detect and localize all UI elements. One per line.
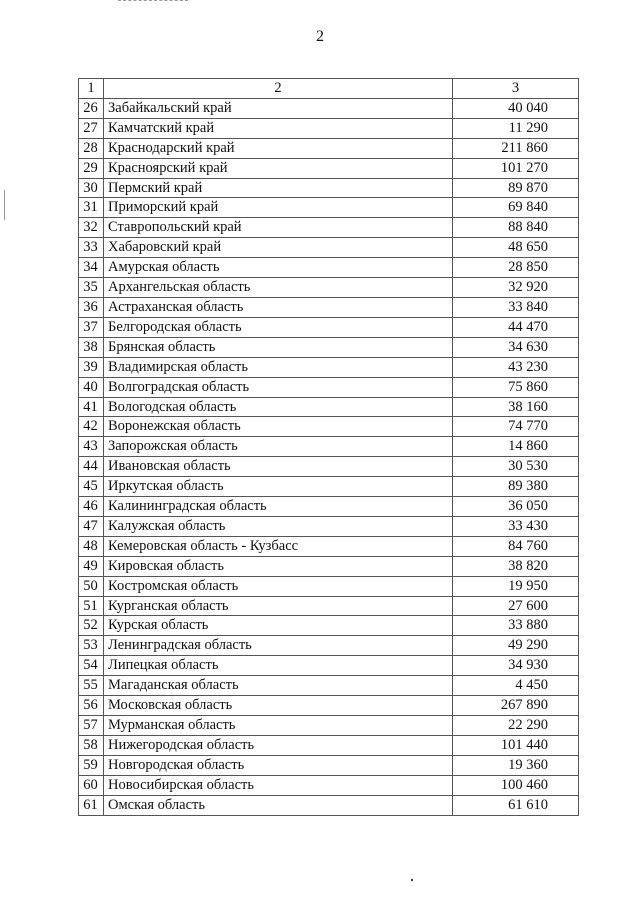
table-row xyxy=(79,616,579,636)
table-row xyxy=(79,158,579,178)
row-number: 37 xyxy=(79,317,104,337)
region-name: Хабаровский край xyxy=(104,238,453,258)
region-value: 69 840 xyxy=(453,198,579,218)
region-value: 74 770 xyxy=(453,417,579,437)
row-number: 57 xyxy=(79,716,104,736)
region-value: 38 160 xyxy=(453,397,579,417)
row-number: 61 xyxy=(79,795,104,815)
table-row xyxy=(79,357,579,377)
region-value: 33 430 xyxy=(453,516,579,536)
row-number: 52 xyxy=(79,616,104,636)
region-name: Камчатский край xyxy=(104,118,453,138)
row-number: 27 xyxy=(79,118,104,138)
column-header: 1 xyxy=(79,79,104,99)
region-value: 4 450 xyxy=(453,676,579,696)
row-number: 33 xyxy=(79,238,104,258)
table-row xyxy=(79,377,579,397)
table-row xyxy=(79,457,579,477)
table-row xyxy=(79,795,579,815)
row-number: 38 xyxy=(79,337,104,357)
scan-artifact-dot xyxy=(411,879,413,881)
column-header: 2 xyxy=(104,79,453,99)
region-name: Приморский край xyxy=(104,198,453,218)
data-table xyxy=(78,78,579,816)
table-row xyxy=(79,477,579,497)
table-row xyxy=(79,576,579,596)
row-number: 42 xyxy=(79,417,104,437)
region-name: Нижегородская область xyxy=(104,735,453,755)
region-name: Волгоградская область xyxy=(104,377,453,397)
row-number: 32 xyxy=(79,218,104,238)
table-row xyxy=(79,536,579,556)
region-name: Курганская область xyxy=(104,596,453,616)
row-number: 26 xyxy=(79,98,104,118)
row-number: 53 xyxy=(79,636,104,656)
region-value: 19 950 xyxy=(453,576,579,596)
region-name: Ставропольский край xyxy=(104,218,453,238)
row-number: 60 xyxy=(79,775,104,795)
table-row xyxy=(79,317,579,337)
table-row xyxy=(79,98,579,118)
region-name: Забайкальский край xyxy=(104,98,453,118)
region-name: Новосибирская область xyxy=(104,775,453,795)
region-value: 33 840 xyxy=(453,297,579,317)
table-row xyxy=(79,198,579,218)
region-name: Воронежская область xyxy=(104,417,453,437)
region-name: Калужская область xyxy=(104,516,453,536)
table-row xyxy=(79,118,579,138)
row-number: 28 xyxy=(79,138,104,158)
region-name: Омская область xyxy=(104,795,453,815)
region-name: Новгородская область xyxy=(104,755,453,775)
region-name: Иркутская область xyxy=(104,477,453,497)
table-row xyxy=(79,238,579,258)
region-name: Астраханская область xyxy=(104,297,453,317)
region-value: 19 360 xyxy=(453,755,579,775)
row-number: 34 xyxy=(79,258,104,278)
region-value: 101 270 xyxy=(453,158,579,178)
row-number: 41 xyxy=(79,397,104,417)
row-number: 44 xyxy=(79,457,104,477)
scan-artifact-mark xyxy=(4,190,5,220)
region-name: Архангельская область xyxy=(104,278,453,298)
table-row xyxy=(79,337,579,357)
region-name: Костромская область xyxy=(104,576,453,596)
region-name: Мурманская область xyxy=(104,716,453,736)
region-name: Брянская область xyxy=(104,337,453,357)
column-header: 3 xyxy=(453,79,579,99)
region-name: Владимирская область xyxy=(104,357,453,377)
table-row xyxy=(79,775,579,795)
table-row xyxy=(79,178,579,198)
region-value: 89 380 xyxy=(453,477,579,497)
table-row xyxy=(79,417,579,437)
row-number: 31 xyxy=(79,198,104,218)
region-value: 61 610 xyxy=(453,795,579,815)
table-row xyxy=(79,278,579,298)
table-row xyxy=(79,258,579,278)
region-value: 88 840 xyxy=(453,218,579,238)
row-number: 46 xyxy=(79,497,104,517)
table-row xyxy=(79,218,579,238)
region-name: Липецкая область xyxy=(104,656,453,676)
region-name: Красноярский край xyxy=(104,158,453,178)
row-number: 36 xyxy=(79,297,104,317)
region-value: 84 760 xyxy=(453,536,579,556)
region-name: Краснодарский край xyxy=(104,138,453,158)
region-name: Пермский край xyxy=(104,178,453,198)
region-name: Курская область xyxy=(104,616,453,636)
table-row xyxy=(79,696,579,716)
table-row xyxy=(79,596,579,616)
row-number: 58 xyxy=(79,735,104,755)
region-value: 34 630 xyxy=(453,337,579,357)
table-row xyxy=(79,716,579,736)
table-row xyxy=(79,735,579,755)
row-number: 29 xyxy=(79,158,104,178)
row-number: 55 xyxy=(79,676,104,696)
table-row xyxy=(79,556,579,576)
region-value: 40 040 xyxy=(453,98,579,118)
region-name: Кировская область xyxy=(104,556,453,576)
region-value: 101 440 xyxy=(453,735,579,755)
row-number: 50 xyxy=(79,576,104,596)
row-number: 54 xyxy=(79,656,104,676)
region-value: 36 050 xyxy=(453,497,579,517)
region-value: 28 850 xyxy=(453,258,579,278)
row-number: 40 xyxy=(79,377,104,397)
region-value: 89 870 xyxy=(453,178,579,198)
table-row xyxy=(79,397,579,417)
row-number: 48 xyxy=(79,536,104,556)
region-value: 267 890 xyxy=(453,696,579,716)
region-value: 75 860 xyxy=(453,377,579,397)
table-row xyxy=(79,497,579,517)
region-name: Кемеровская область - Кузбасс xyxy=(104,536,453,556)
region-name: Ленинградская область xyxy=(104,636,453,656)
row-number: 45 xyxy=(79,477,104,497)
region-name: Московская область xyxy=(104,696,453,716)
scan-artifact-line xyxy=(118,0,188,1)
region-value: 38 820 xyxy=(453,556,579,576)
region-value: 44 470 xyxy=(453,317,579,337)
region-value: 33 880 xyxy=(453,616,579,636)
row-number: 59 xyxy=(79,755,104,775)
region-value: 27 600 xyxy=(453,596,579,616)
region-value: 48 650 xyxy=(453,238,579,258)
region-value: 22 290 xyxy=(453,716,579,736)
region-value: 43 230 xyxy=(453,357,579,377)
region-value: 11 290 xyxy=(453,118,579,138)
table-row xyxy=(79,755,579,775)
region-value: 211 860 xyxy=(453,138,579,158)
row-number: 39 xyxy=(79,357,104,377)
table-header-row xyxy=(79,79,579,99)
table-row xyxy=(79,437,579,457)
row-number: 56 xyxy=(79,696,104,716)
region-value: 14 860 xyxy=(453,437,579,457)
table-row xyxy=(79,656,579,676)
table-row xyxy=(79,636,579,656)
region-name: Калининградская область xyxy=(104,497,453,517)
table-row xyxy=(79,297,579,317)
row-number: 35 xyxy=(79,278,104,298)
table-row xyxy=(79,138,579,158)
row-number: 51 xyxy=(79,596,104,616)
row-number: 43 xyxy=(79,437,104,457)
region-name: Белгородская область xyxy=(104,317,453,337)
region-name: Вологодская область xyxy=(104,397,453,417)
region-value: 34 930 xyxy=(453,656,579,676)
row-number: 49 xyxy=(79,556,104,576)
region-value: 30 530 xyxy=(453,457,579,477)
region-value: 49 290 xyxy=(453,636,579,656)
row-number: 47 xyxy=(79,516,104,536)
row-number: 30 xyxy=(79,178,104,198)
page-number: 2 xyxy=(316,28,324,45)
region-name: Ивановская область xyxy=(104,457,453,477)
region-name: Амурская область xyxy=(104,258,453,278)
region-name: Запорожская область xyxy=(104,437,453,457)
region-value: 32 920 xyxy=(453,278,579,298)
table-row xyxy=(79,676,579,696)
region-value: 100 460 xyxy=(453,775,579,795)
table-row xyxy=(79,516,579,536)
region-name: Магаданская область xyxy=(104,676,453,696)
